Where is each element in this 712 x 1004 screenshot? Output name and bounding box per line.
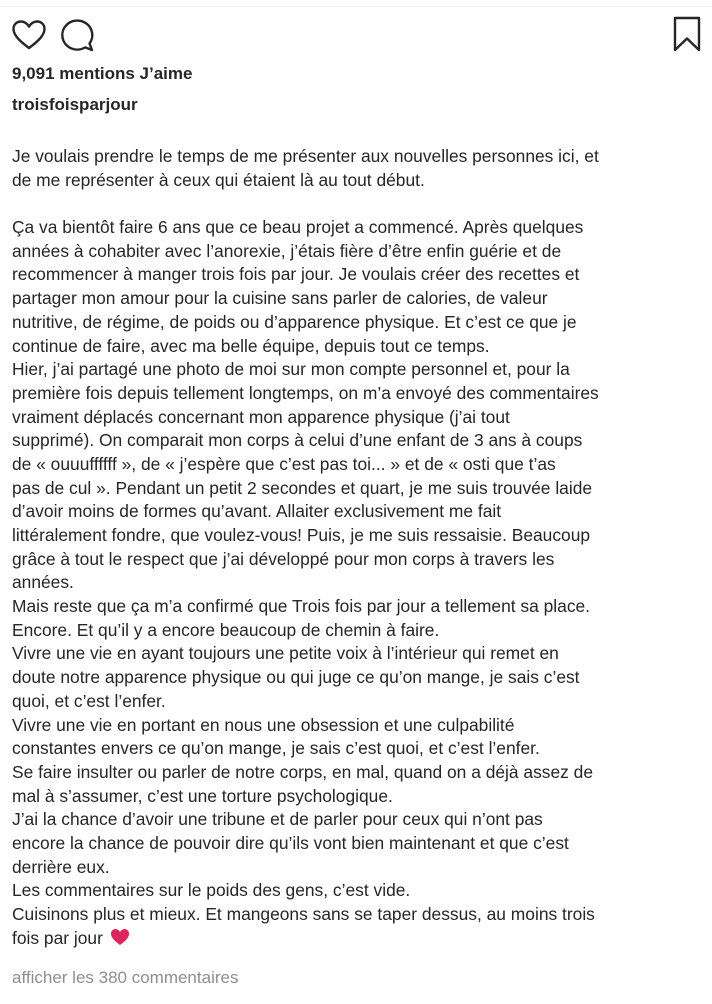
caption-line: années. [12,572,74,593]
caption-line: supprimé). On comparait mon corps à celui d’une enfant de 3 ans à coups [12,430,583,451]
caption-line: d’avoir moins de formes qu’avant. Allaiter exclusivement me fait [12,501,502,522]
caption-line: Je voulais prendre le temps de me présenter aux nouvelles personnes ici, et [12,146,599,166]
caption-line: de « ouuuffffff », de « j’espère que c’est pas toi... » et de « osti que t’as [12,453,556,474]
caption-line: mal à s’assumer, c’est une torture psychologique. [12,785,393,806]
caption-line: recommencer à manger trois fois par jour. Je voulais créer des recettes et [12,264,580,285]
caption-line: Hier, j’ai partagé une photo de moi sur mon compte personnel et, pour la [12,359,570,380]
likes-count[interactable]: 9,091 mentions J’aime [12,64,193,83]
caption-line: Ça va bientôt faire 6 ans que ce beau projet a commencé. Après quelques [12,217,584,238]
caption-line: encore la chance de pouvoir dire qu’ils vont bien maintenant et que c’est [12,832,569,853]
caption-line: Encore. Et qu’il y a encore beaucoup de chemin à faire. [12,619,440,640]
caption-last-line [12,927,712,951]
caption-line: J’ai la chance d’avoir une tribune et de parler pour ceux qui n’ont pas [12,809,543,830]
caption-line: Se faire insulter ou parler de notre corps, en mal, quand on a déjà assez de [12,761,594,782]
caption-line: continue de faire, avec ma belle équipe, depuis tout ce temps. [12,335,490,356]
caption-line: nutritive, de régime, de poids ou d’apparence physique. Et c’est ce que je [12,311,577,332]
caption-line: première fois depuis tellement longtemps, on m’a envoyé des commentaires [12,382,599,403]
post-action-bar [0,14,712,58]
bookmark-icon[interactable] [670,14,704,54]
caption-line: Cuisinons plus et mieux. Et mangeons sans se taper dessus, au moins trois [12,904,595,924]
top-divider [0,6,712,7]
caption-line: Vivre une vie en portant en nous une obsession et une culpabilité [12,714,515,735]
comment-bubble-icon[interactable] [58,16,96,54]
caption-line [12,192,712,216]
red-heart-icon [110,928,130,946]
like-heart-icon[interactable] [10,16,48,54]
caption-line: partager mon amour pour la cuisine sans parler de calories, de valeur [12,288,548,309]
caption-line: Mais reste que ça m’a confirmé que Trois fois par jour a tellement sa place. [12,596,591,617]
caption-line: grâce à tout le respect que j’ai développé pour mon corps à travers les [12,548,555,569]
caption-line: vraiment déplacés concernant mon apparence physique (j’ai tout [12,406,510,427]
view-all-comments-link[interactable]: afficher les 380 commentaires [12,968,239,987]
caption-line: de me représenter à ceux qui étaient là au tout début. [12,169,425,190]
caption-line: constantes envers ce qu’on mange, je sais c’est quoi, et c’est l’enfer. [12,738,540,759]
caption-line: Vivre une vie en ayant toujours une petite voix à l’intérieur qui remet en [12,643,559,664]
caption-line-text: fois par jour [12,927,103,948]
caption-line: pas de cul ». Pendant un petit 2 secondes et quart, je me suis trouvée laide [12,477,593,498]
caption-line: années à cohabiter avec l’anorexie, j’étais fière d’être enfin guérie et de [12,240,562,261]
caption-line: quoi, et c’est l’enfer. [12,690,166,711]
caption-line: doute notre apparence physique ou qui juge ce qu’on mange, je sais c’est [12,667,580,688]
caption-line: littéralement fondre, que voulez-vous! Puis, je me suis ressaisie. Beaucoup [12,525,591,545]
caption-line: Les commentaires sur le poids des gens, c’est vide. [12,880,411,901]
post-author-username[interactable]: troisfoisparjour [12,95,138,114]
post-caption [12,145,712,950]
caption-line: derrière eux. [12,856,110,877]
